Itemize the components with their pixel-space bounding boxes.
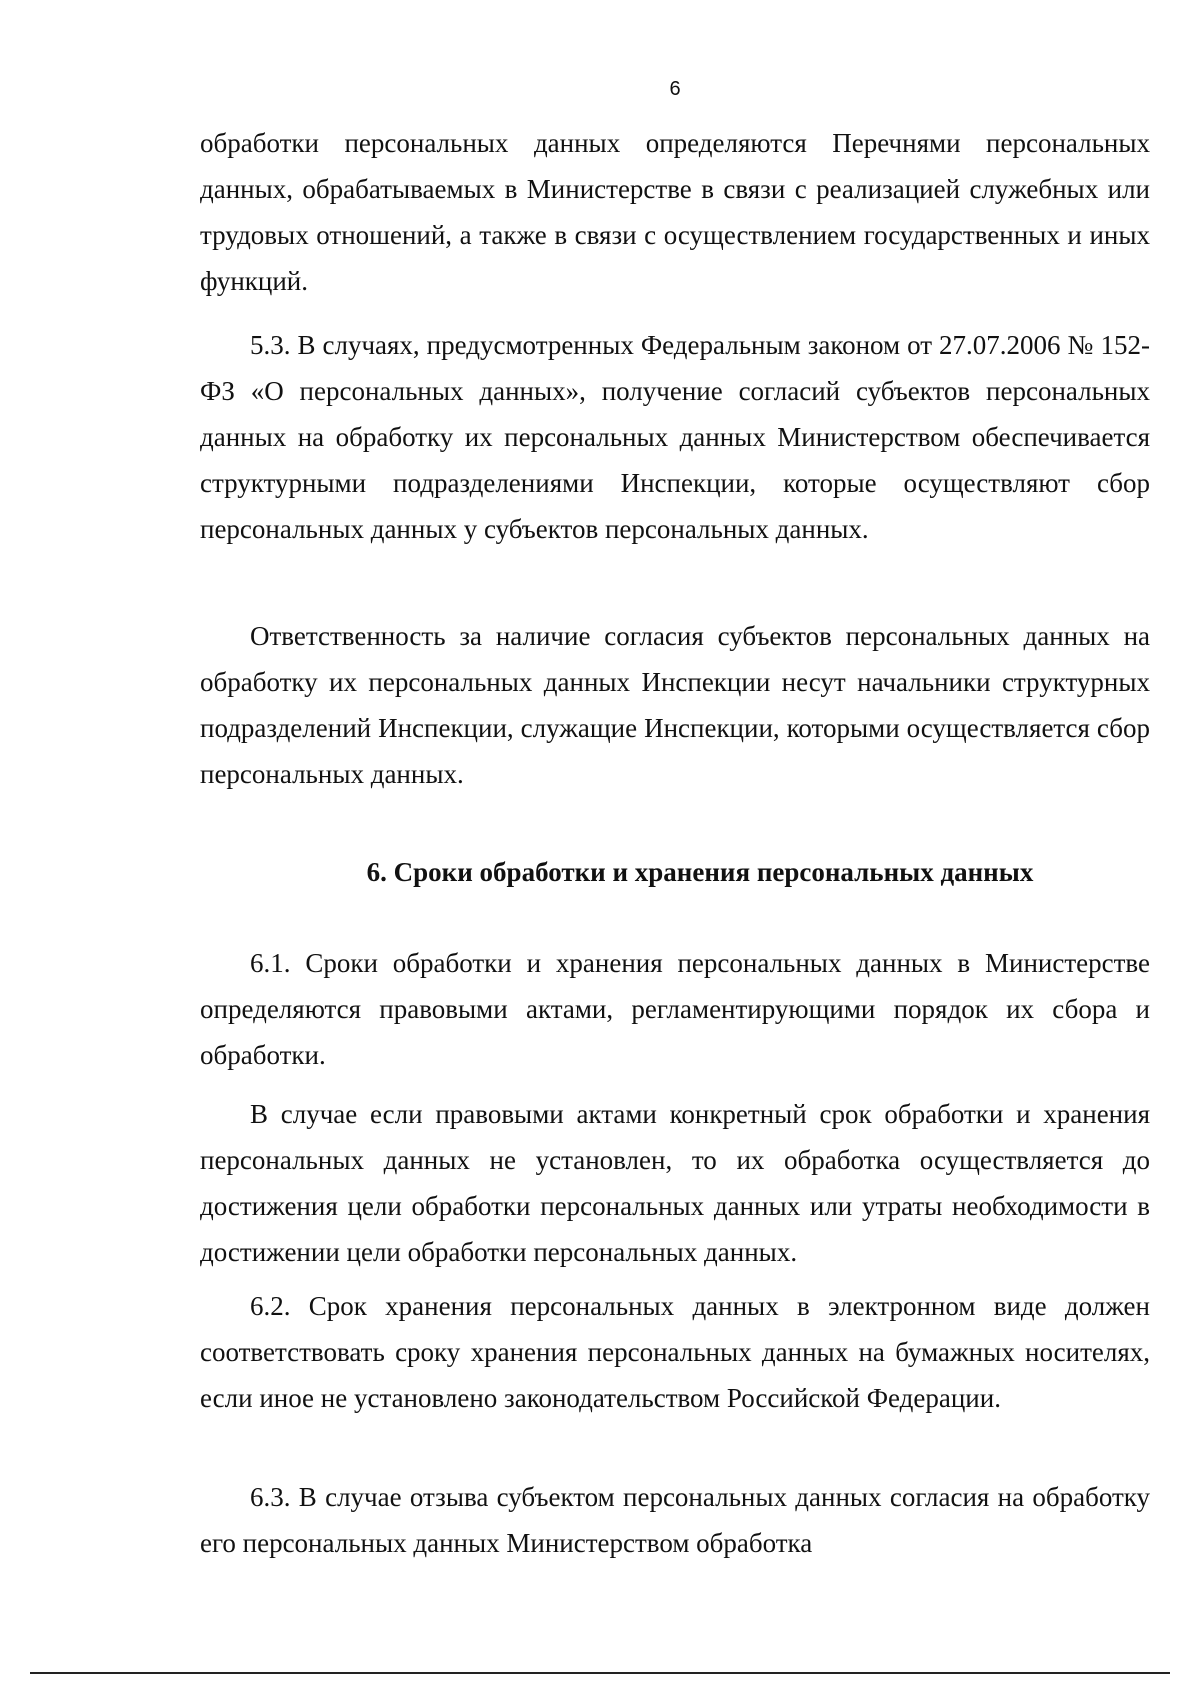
paragraph-block-1 bbox=[200, 120, 1150, 304]
paragraph-6-1: 6.1. Сроки обработки и хранения персональных данных в Министерстве определяются правовыми актами, регламентирующими порядок их сбора и обработки. bbox=[200, 948, 1150, 1070]
paragraph-6-2: 6.2. Срок хранения персональных данных в электронном виде должен соответствовать сроку хранения персональных данных на бумажных носителях, если иное не установлено законодательством Российской Федерации. bbox=[200, 1291, 1150, 1413]
paragraph-block-3 bbox=[200, 613, 1150, 797]
section-heading-6: 6. Сроки обработки и хранения персональных данных bbox=[366, 857, 1034, 887]
bottom-rule-divider bbox=[30, 1672, 1170, 1674]
paragraph-case-not-set: В случае если правовыми актами конкретный срок обработки и хранения персональных данных не установлен, то их обработка осуществляется до достижения цели обработки персональных данных или утраты необходимости в достижении цели обработки персональных данных. bbox=[200, 1099, 1150, 1267]
paragraph-block-6 bbox=[200, 1283, 1150, 1421]
paragraph-continuation: обработки персональных данных определяются Перечнями персональных данных, обрабатываемых в Министерстве в связи с реализацией служебных или трудовых отношений, а также в связи с осуществлением государственных и иных функций. bbox=[200, 128, 1150, 296]
paragraph-block-2 bbox=[200, 322, 1150, 552]
paragraph-responsibility: Ответственность за наличие согласия субъектов персональных данных на обработку их персональных данных Инспекции несут начальники структурных подразделений Инспекции, служащие Инспекции, которыми осуществляется сбор персональных данных. bbox=[200, 621, 1150, 789]
paragraph-5-3: 5.3. В случаях, предусмотренных Федеральным законом от 27.07.2006 № 152-ФЗ «О персональных данных», получение согласий субъектов персональных данных на обработку их персональных данных Министерством обеспечивается структурными подразделениями Инспекции, которые осуществляют сбор персональных данных у субъектов персональных данных. bbox=[200, 330, 1150, 544]
paragraph-block-7 bbox=[200, 1474, 1150, 1566]
page-number: 6 bbox=[669, 78, 681, 100]
paragraph-block-5 bbox=[200, 1091, 1150, 1275]
paragraph-6-3: 6.3. В случае отзыва субъектом персональных данных согласия на обработку его персональных данных Министерством обработка bbox=[200, 1482, 1150, 1558]
paragraph-block-4 bbox=[200, 940, 1150, 1078]
